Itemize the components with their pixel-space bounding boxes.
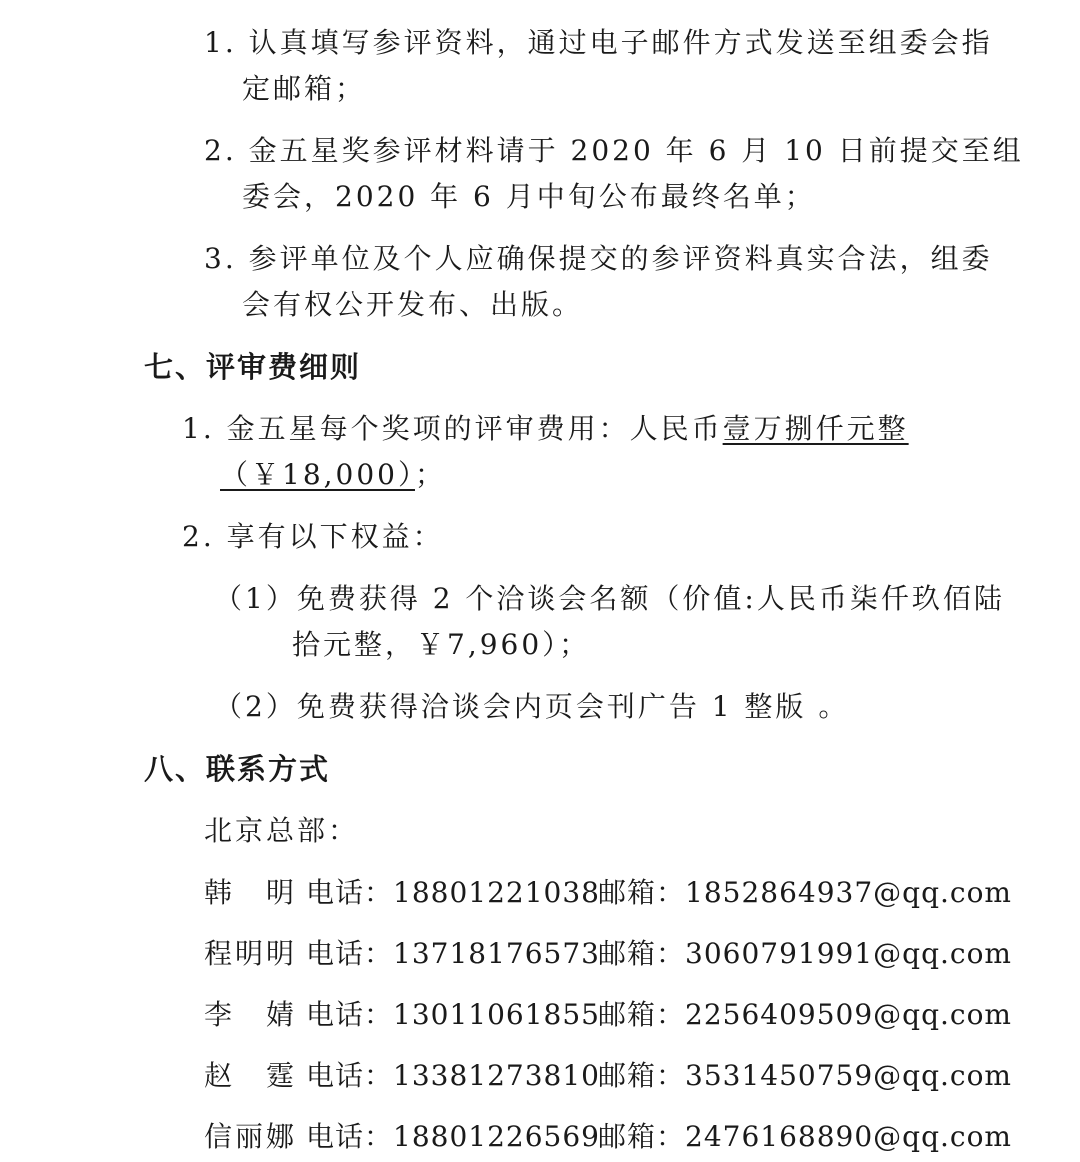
section-8-heading: 八、联系方式 — [144, 752, 331, 786]
rule-1-line-1: 1. 认真填写参评资料，通过电子邮件方式发送至组委会指 — [204, 26, 993, 59]
benefit-1-line-2: 拾元整，￥7,960）； — [292, 628, 591, 661]
contact-email: 邮箱：2476168890@qq.com — [598, 1120, 1012, 1153]
contact-name: 信丽娜 — [204, 1120, 298, 1153]
rule-3-line-2: 会有权公开发布、出版。 — [242, 288, 584, 321]
rule-2-line-1: 2. 金五星奖参评材料请于 2020 年 6 月 10 日前提交至组 — [204, 134, 1024, 167]
contact-email: 邮箱：3531450759@qq.com — [598, 1059, 1012, 1092]
fee-suffix: ； — [414, 458, 446, 491]
rule-1-line-2: 定邮箱； — [242, 72, 367, 105]
benefit-1-line-1: （1）免费获得 2 个洽谈会名额（价值:人民币柒仟玖佰陆 — [214, 582, 1005, 615]
contact-name: 李 婧 — [204, 998, 298, 1031]
fee-amount-line — [220, 458, 446, 492]
contact-name: 程明明 — [204, 937, 298, 970]
contact-name: 韩 明 — [204, 876, 298, 909]
fee-prefix: 1. 金五星每个奖项的评审费用：人民币 — [182, 412, 723, 445]
contact-phone: 电话：13718176573 — [306, 937, 600, 970]
contact-phone: 电话：18801226569 — [306, 1120, 600, 1153]
section-7-heading: 七、评审费细则 — [144, 350, 362, 384]
contact-phone: 电话：13011061855 — [306, 998, 600, 1031]
fee-amount-words: 壹万捌仟元整 — [722, 412, 909, 445]
rule-2-line-2: 委会，2020 年 6 月中旬公布最终名单； — [242, 180, 816, 213]
fee-line — [182, 412, 909, 446]
contact-email: 邮箱：3060791991@qq.com — [598, 937, 1012, 970]
benefits-intro: 2. 享有以下权益： — [182, 520, 444, 553]
fee-amount-number: （￥18,000） — [220, 458, 415, 491]
contact-phone: 电话：13381273810 — [306, 1059, 600, 1092]
benefit-2: （2）免费获得洽谈会内页会刊广告 1 整版 。 — [214, 690, 850, 723]
rule-3-line-1: 3. 参评单位及个人应确保提交的参评资料真实合法，组委 — [204, 242, 993, 275]
office-label: 北京总部： — [204, 814, 360, 847]
contact-phone: 电话：18801221038 — [306, 876, 600, 909]
contact-email: 邮箱：2256409509@qq.com — [598, 998, 1012, 1031]
contact-email: 邮箱：1852864937@qq.com — [598, 876, 1012, 909]
contact-name: 赵 霆 — [204, 1059, 298, 1092]
